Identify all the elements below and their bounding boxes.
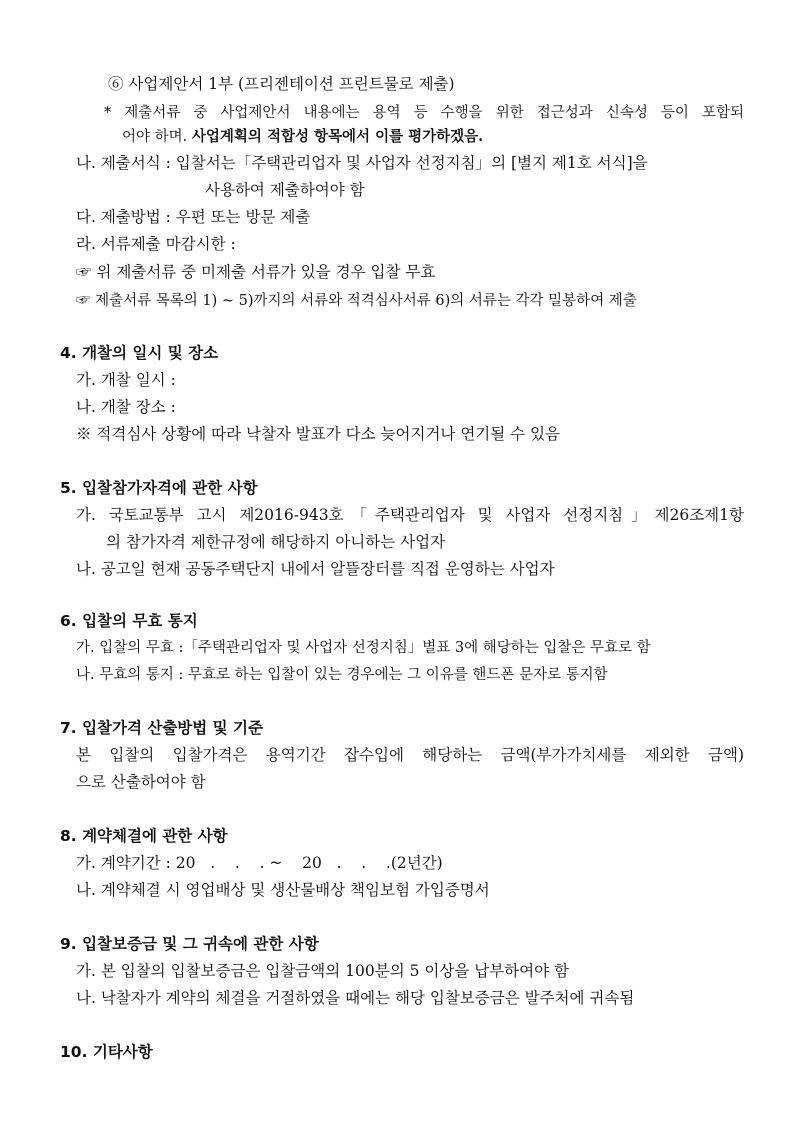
sealing-note: ☞ 제출서류 목록의 1) ~ 5)까지의 서류와 적격심사서류 6)의 서류는 각각 밀봉하여 제출: [76, 293, 637, 309]
pricing-text: 본 입찰의 입찰가격은 용역기간 잡수입에 해당하는 금액(부가가치세를 제외한 금액): [76, 746, 744, 764]
proposal-note: * 제출서류 중 사업제안서 내용에는 용역 등 수행을 위한 접근성과 신속성 등이 포함되: [104, 105, 744, 121]
submission-deadline: 라. 서류제출 마감시한 :: [76, 235, 236, 253]
pricing-text-continued: 으로 산출하여야 함: [76, 773, 206, 791]
section-9-heading: 9. 입찰보증금 및 그 귀속에 관한 사항: [60, 935, 319, 953]
qualification-item-a-continued: 의 참가자격 제한규정에 해당하지 아니하는 사업자: [106, 533, 446, 551]
proposal-item: ⑥ 사업제안서 1부 (프리젠테이션 프린트물로 제출): [108, 75, 455, 93]
invalid-notice-item: 나. 무효의 통지 : 무효로 하는 입찰이 있는 경우에는 그 이유를 핸드폰 문자로 통지함: [76, 667, 608, 683]
proposal-note-continued: [122, 127, 483, 147]
submission-format-continued: 사용하여 제출하여야 함: [205, 181, 365, 199]
missing-document-note: ☞ 위 제출서류 중 미제출 서류가 있을 경우 입찰 무효: [76, 263, 436, 281]
opening-datetime: 가. 개찰 일시 :: [76, 371, 176, 389]
insurance-requirement: 나. 계약체결 시 영업배상 및 생산물배상 책임보험 가입증명서: [76, 881, 490, 899]
section-6-heading: 6. 입찰의 무효 통지: [60, 612, 198, 630]
deposit-item-a: 가. 본 입찰의 입찰보증금은 입찰금액의 100분의 5 이상을 납부하여야 함: [76, 962, 569, 980]
section-10-heading: 10. 기타사항: [60, 1043, 153, 1061]
section-7-heading: 7. 입찰가격 산출방법 및 기준: [60, 719, 263, 737]
section-4-heading: 4. 개찰의 일시 및 장소: [60, 344, 219, 362]
submission-format: 나. 제출서식 : 입찰서는「주택관리업자 및 사업자 선정지침」의 [별지 제1호 서식]을: [76, 154, 648, 172]
qualification-item-a: 가. 국토교통부 고시 제2016-943호「주택관리업자 및 사업자 선정지침」제26조제1항: [76, 506, 744, 524]
deposit-item-b: 나. 낙찰자가 계약의 체결을 거절하였을 때에는 해당 입찰보증금은 발주처에 귀속됨: [76, 989, 635, 1007]
note-text: 어야 하며.: [122, 129, 192, 145]
opening-place: 나. 개찰 장소 :: [76, 398, 176, 416]
section-5-heading: 5. 입찰참가자격에 관한 사항: [60, 479, 258, 497]
invalid-bid-item: 가. 입찰의 무효 :「주택관리업자 및 사업자 선정지침」별표 3에 해당하는 입찰은 무효로 함: [76, 640, 651, 656]
submission-method: 다. 제출방법 : 우편 또는 방문 제출: [76, 208, 311, 226]
screening-note: ※ 적격심사 상황에 따라 낙찰자 발표가 다소 늦어지거나 연기될 수 있음: [76, 425, 561, 443]
contract-period: 가. 계약기간 : 20 . . . ~ 20 . . .(2년간): [76, 854, 443, 872]
section-8-heading: 8. 계약체결에 관한 사항: [60, 827, 228, 845]
note-emphasis: 사업계획의 적합성 항목에서 이를 평가하겠음.: [191, 128, 484, 145]
qualification-item-b: 나. 공고일 현재 공동주택단지 내에서 알뜰장터를 직접 운영하는 사업자: [76, 560, 555, 578]
